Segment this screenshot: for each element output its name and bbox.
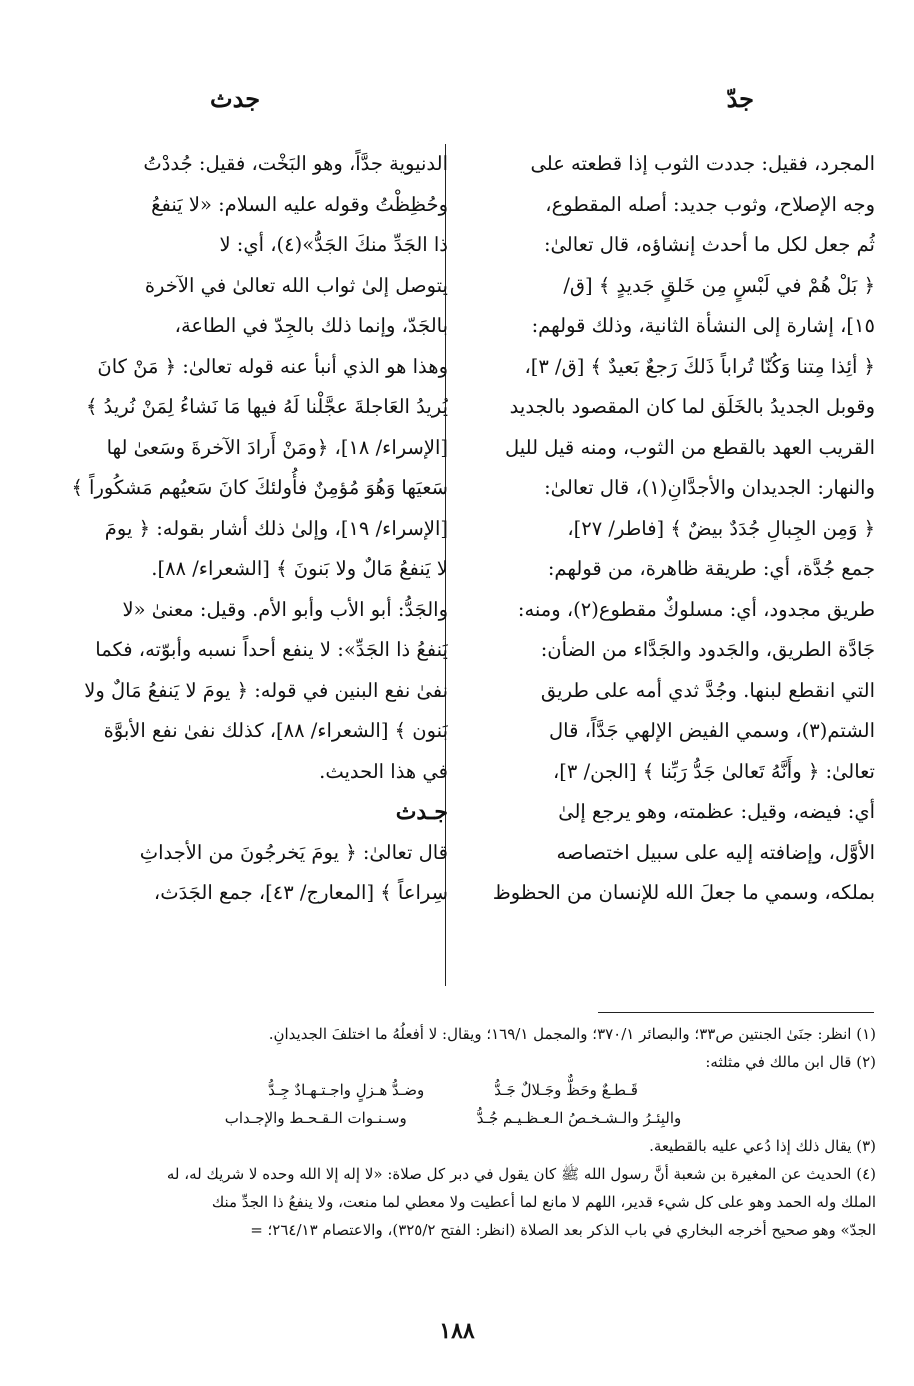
text-line: ذا الجَدِّ منكَ الجَدُّ»(٤)، أي: لا [219,233,448,256]
text-line: سِراعاً ﴾ [المعارج/ ٤٣]، جمع الجَدَث، [153,881,448,904]
text-line: جمع جُدَّة، أي: طريقة ظاهرة، من قولهم: [547,557,875,580]
verse-hemistich: وسـنـوات الـقـحـط والإجـداب [224,1109,407,1127]
text-line: يُريدُ العَاجلةَ عجَّلْنا لَهُ فيها مَا نَشاءُ لِمَنْ نُريدُ ﴾ [86,395,448,418]
text-line: الشتم(٣)، وسمي الفيض الإلهي جَدَّاً، قال [548,719,875,742]
text-line: ﴿ أئِذا مِتنا وَكُنّا تُراباً ذَلكَ رَجعٌ بَعيدٌ ﴾ [ق/ ٣]، [524,354,875,378]
text-line: يَنفعُ ذا الجَدِّ»: لا ينفع أحداً نسبه وأبوّته، فكما [95,638,448,661]
text-line: جَادَّة الطريق، والجَدود والجَدَّاء من الضأن: [540,638,875,661]
text-line: [الإسراء/ ١٩]، وإلىٰ ذلك أشار بقوله: ﴿ يومَ [104,516,448,540]
footnote-4-line: الملك وله الحمد وهو على كل شيء قدير، اللهم لا مانع لما أعطيت ولا معطي لما منعت، ولا ينفعُ ذا الجدِّ منك [211,1193,876,1211]
text-line: يتوصل إلىٰ ثواب الله تعالىٰ في الآخرة [144,273,448,297]
footnote-1: (١) انظر: جنَىٰ الجنتين ص٣٣؛ والبصائر ٣٧٠/١؛ والمجمل ١٦٩/١؛ ويقال: لا أفعلُهُ ما اختلفَ الجديدانِ. [268,1025,876,1043]
text-line: [الإسراء/ ١٨]، ﴿ومَنْ أَرادَ الآخرةَ وسَعىٰ لها [106,435,448,459]
text-line: قال تعالىٰ: ﴿ يومَ يَخرجُونَ من الأجداثِ [139,840,448,864]
footnote-4-line: (٤) الحديث عن المغيرة بن شعبة أنَّ رسول الله ﷺ كان يقول في دبر كل صلاة: «لا إله إلا الله وحده لا شريك له، له [166,1165,876,1183]
left-text-column [28,144,448,986]
text-line: وهذا هو الذي أنبأ عنه قوله تعالىٰ: ﴿ مَنْ كانَ [97,354,448,378]
text-line: أي: فيضه، وقيل: عظمته، وهو يرجع إلىٰ [558,800,875,823]
text-line: ثُم جعل لكل ما أحدث إنشاؤه، قال تعالىٰ: [543,233,875,256]
text-line: والجَدُّ: أبو الأب وأبو الأم. وقيل: معنىٰ «لا [122,597,448,621]
text-line: والنهار: الجديدان والأجدَّانِ(١)، قال تعالىٰ: [544,476,875,499]
footnote-2: (٢) قال ابن مالك في مثلثه: [705,1053,876,1071]
verse-hemistich: وضـدُّ هـزلٍ واجـتـهـادٌ جِـدُّ [268,1081,425,1099]
verse-hemistich: والبِئـرُ والـشـخـصُ الـعـظـيـم جُـدُّ [476,1109,682,1127]
footnote-4-line: الجدّ» وهو صحيح أخرجه البخاري في باب الذكر بعد الصلاة (انظر: الفتح ٣٢٥/٢)، والاعتصام ٢٦٤/١٣؛ = [250,1221,876,1239]
text-line: المجرد، فقيل: جددت الثوب إذا قطعته على [530,152,875,175]
text-line: الأوَّل، وإضافته إليه على سبيل اختصاصه [556,840,875,864]
text-line: الدنيوية جدَّاً، وهو البَخْت، فقيل: جُددْتُ [143,152,448,175]
running-header-left: جدث [210,84,261,113]
text-line: بَنون ﴾ [الشعراء/ ٨٨]، كذلك نفىٰ نفع الأبوَّة [103,719,448,742]
footnote-rule [598,1012,874,1013]
entry-subheading: جـدث [395,799,448,825]
text-line: طريق مجدود، أي: مسلوكٌ مقطوع(٢)، ومنه: [517,597,875,621]
verse-hemistich: قَـطـعٌ وحَظٌّ وجَـلالٌ جَـدُّ [494,1081,638,1099]
right-text-column [455,144,875,986]
text-line: سَعيَها وَهُوَ مُؤمِنٌ فأُولئكَ كانَ سَعيُهم مَشكُوراً ﴾ [71,476,448,499]
footnotes [30,1020,876,1278]
poem-verse [30,1076,876,1104]
text-line: ﴿ وَمِن الجِبالِ جُدَدٌ بيضٌ ﴾ [فاطر/ ٢٧]، [567,516,875,540]
text-line: في هذا الحديث. [319,759,448,783]
footnote-3: (٣) يقال ذلك إذا دُعي عليه بالقطيعة. [649,1137,876,1155]
page-number: ١٨٨ [439,1318,475,1344]
text-line: بالجَدّ، وإنما ذلك بالجِدّ في الطاعة، [174,314,448,337]
text-line: وجه الإصلاح، وثوب جديد: أصله المقطوع، [545,192,875,216]
text-line: تعالىٰ: ﴿ وأَنَّهُ تَعالىٰ جَدُّ رَبِّنا ﴾ [الجن/ ٣]، [553,759,875,783]
text-line: وقوبل الجديدُ بالخَلَق لما كان المقصود بالجديد [509,395,875,418]
text-line: القريب العهد بالقطع من الثوب، ومنه قيل لليل [505,435,875,459]
text-line: وحُظِظْتُ وقوله عليه السلام: «لا يَنفعُ [151,192,448,216]
text-line: ﴿ بَلْ هُمْ في لَبْسٍ مِن خَلقٍ جَديدٍ ﴾ [ق/ [563,273,875,297]
text-line: التي انقطع لبنها. وجُدَّ ثدي أمه على طريق [540,678,875,702]
text-line: نفىٰ نفع البنين في قوله: ﴿ يومَ لا يَنفعُ مَالٌ ولا [84,678,448,702]
running-header-right: جدّ [726,84,754,113]
poem-verse [30,1104,876,1132]
text-line: ١٥]، إشارة إلى النشأة الثانية، وذلك قولهم: [531,314,875,337]
text-line: بملكه، وسمي ما جعلَ الله للإنسان من الحظوظ [492,881,875,904]
text-line: لا يَنفعُ مَالٌ ولا بَنونَ ﴾ [الشعراء/ ٨٨]. [151,557,448,580]
